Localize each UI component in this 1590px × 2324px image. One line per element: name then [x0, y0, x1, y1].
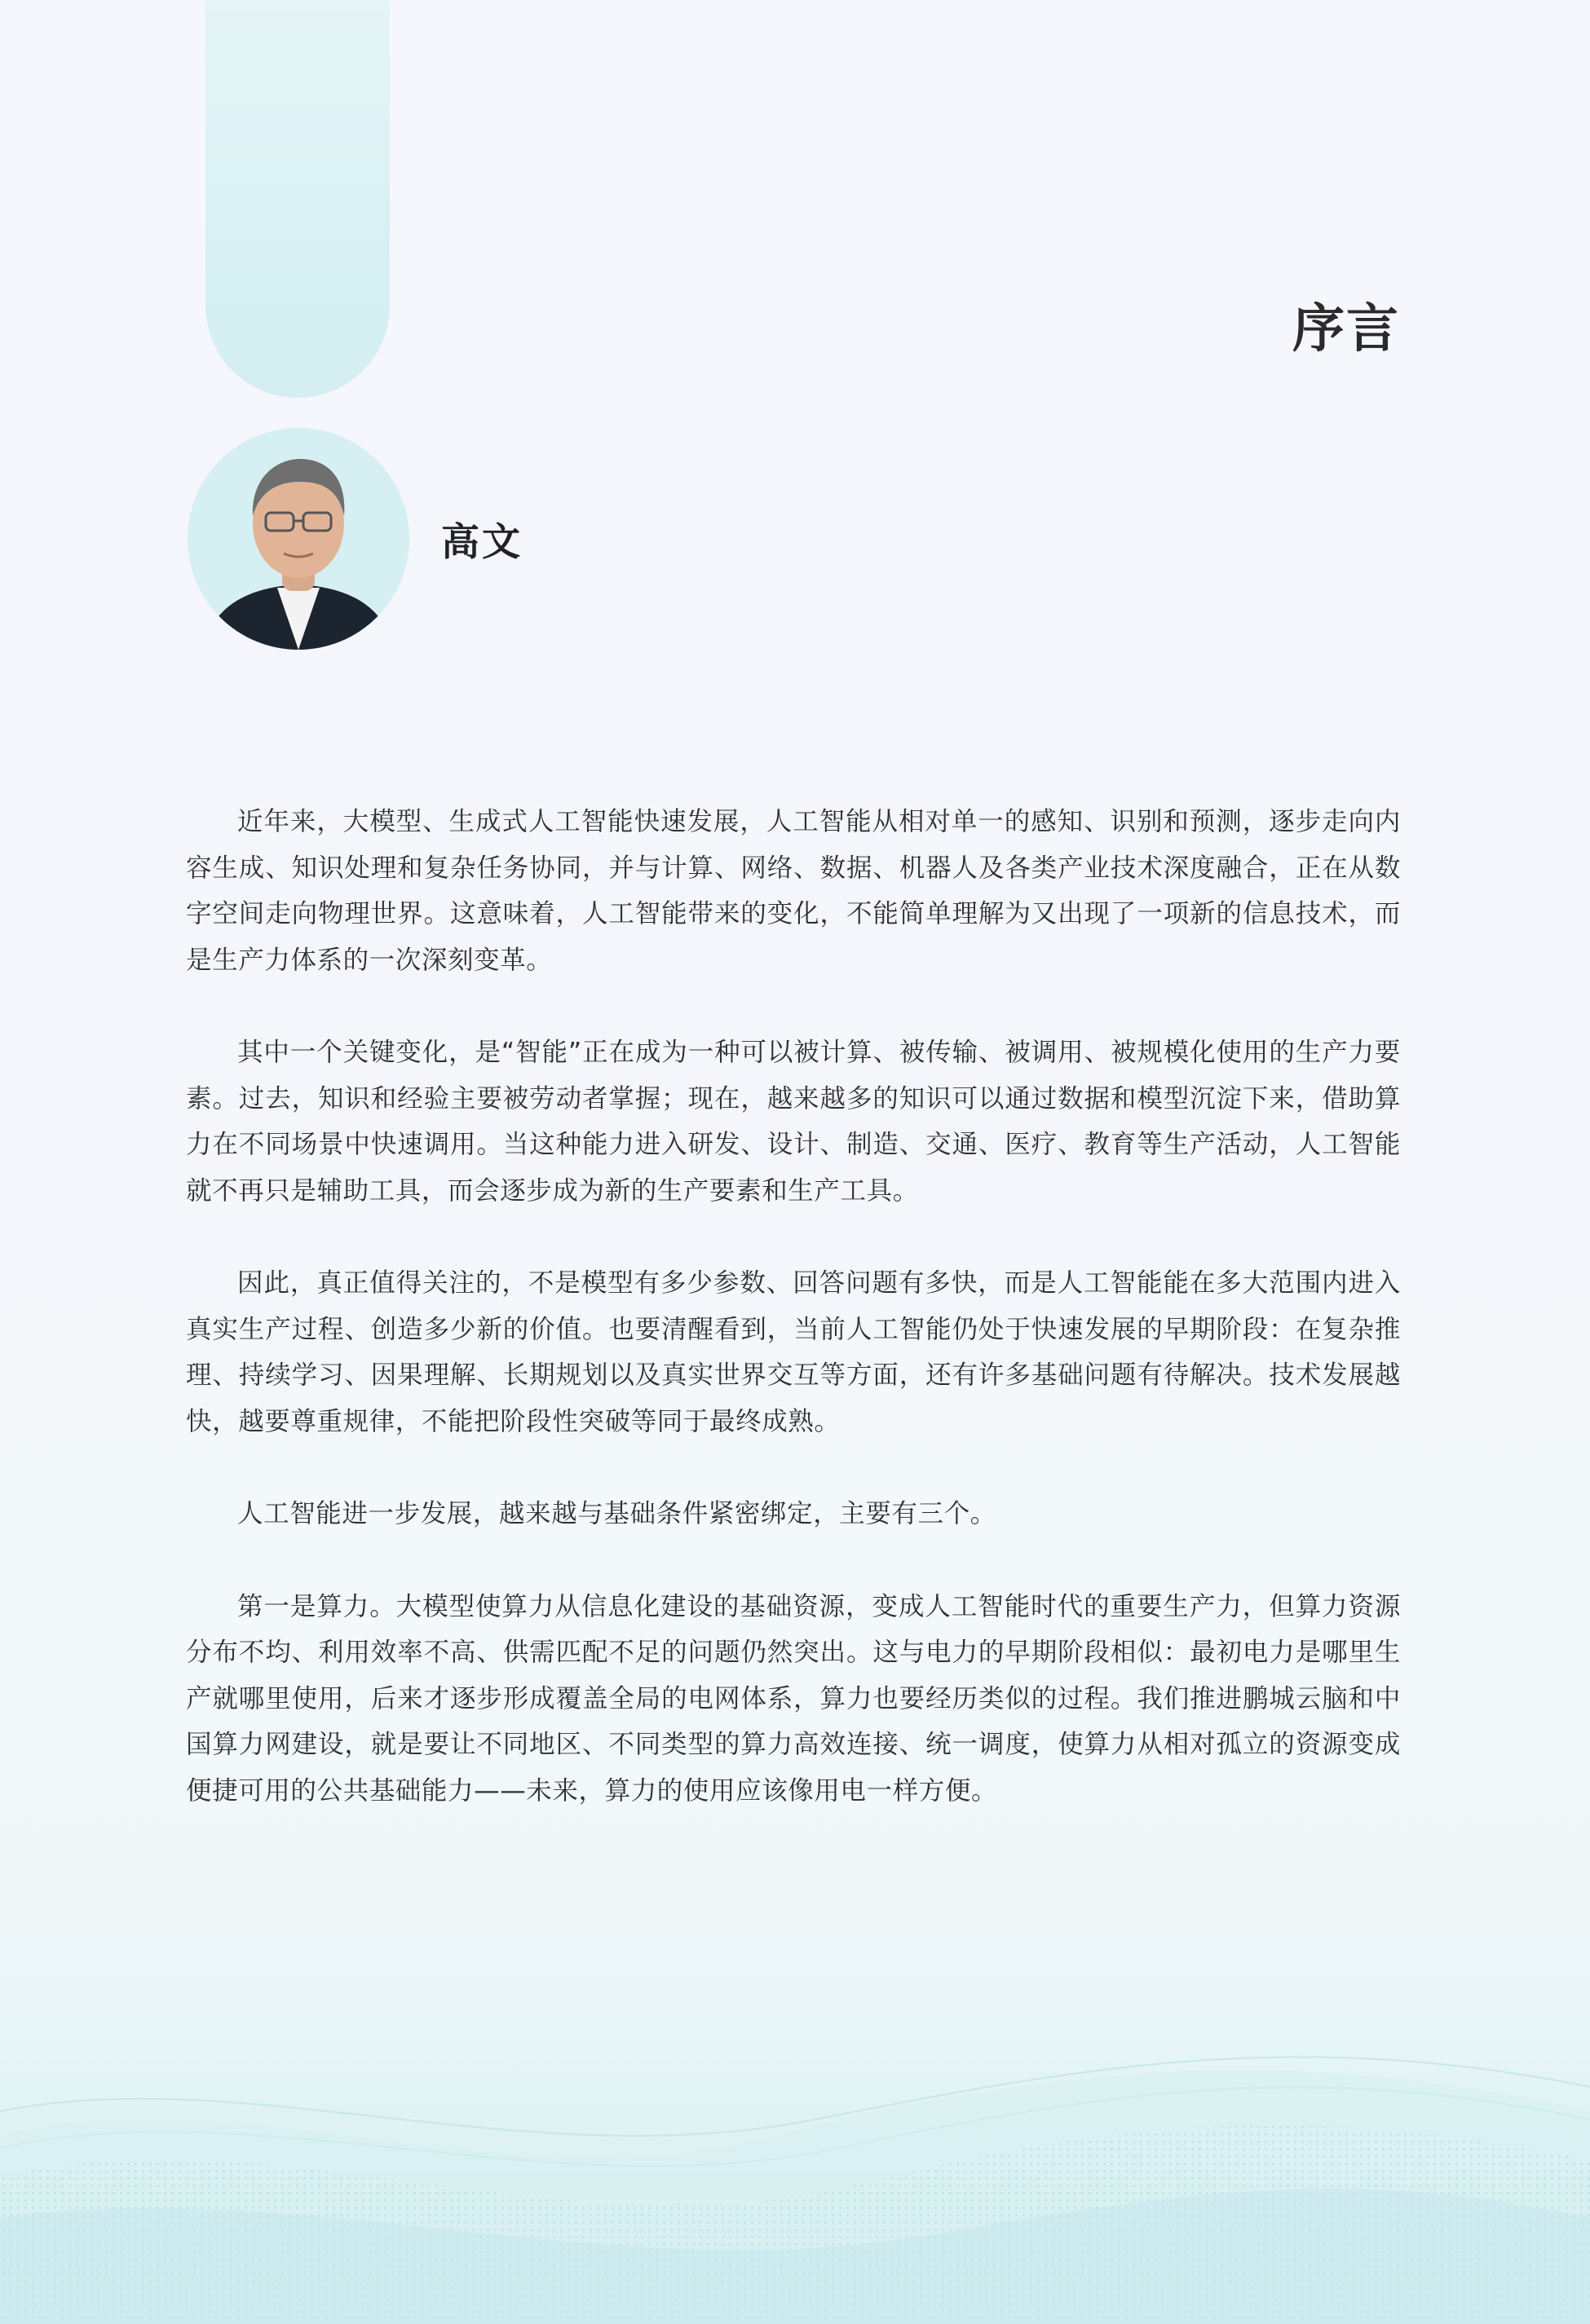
paragraph: 其中一个关键变化，是“智能”正在成为一种可以被计算、被传输、被调用、被规模化使用的生产力要素。过去，知识和经验主要被劳动者掌握；现在，越来越多的知识可以通过数据和模型沉淀下来，借助算力在不同场景中快速调用。当这种能力进入研发、设计、制造、交通、医疗、教育等生产活动，人工智能就不再只是辅助工具，而会逐步成为新的生产要素和生产工具。	[186, 1038, 1401, 1206]
decorative-wave-background	[0, 1867, 1590, 2324]
preface-body	[186, 799, 1401, 1860]
paragraph: 人工智能进一步发展，越来越与基础条件紧密绑定，主要有三个。	[237, 1499, 996, 1528]
page-title: 序言	[1292, 299, 1400, 359]
author-name: 高文	[441, 520, 523, 565]
paragraph: 因此，真正值得关注的，不是模型有多少参数、回答问题有多快，而是人工智能能在多大范围内进入真实生产过程、创造多少新的价值。也要清醒看到，当前人工智能仍处于快速发展的早期阶段：在复杂推理、持续学习、因果理解、长期规划以及真实世界交互等方面，还有许多基础问题有待解决。技术发展越快，越要尊重规律，不能把阶段性突破等同于最终成熟。	[186, 1268, 1401, 1436]
paragraph: 第一是算力。大模型使算力从信息化建设的基础资源，变成人工智能时代的重要生产力，但算力资源分布不均、利用效率不高、供需匹配不足的问题仍然突出。这与电力的早期阶段相似：最初电力是哪里生产就哪里使用，后来才逐步形成覆盖全局的电网体系，算力也要经历类似的过程。我们推进鹏城云脑和中国算力网建设，就是要让不同地区、不同类型的算力高效连接、统一调度，使算力从相对孤立的资源变成便捷可用的公共基础能力——未来，算力的使用应该像用电一样方便。	[186, 1591, 1401, 1806]
decorative-capsule	[205, 0, 390, 398]
paragraph: 近年来，大模型、生成式人工智能快速发展，人工智能从相对单一的感知、识别和预测，逐步走向内容生成、知识处理和复杂任务协同，并与计算、网络、数据、机器人及各类产业技术深度融合，正在从数字空间走向物理世界。这意味着，人工智能带来的变化，不能简单理解为又出现了一项新的信息技术，而是生产力体系的一次深刻变革。	[186, 807, 1401, 975]
author-portrait	[188, 428, 409, 650]
wave-graphic	[0, 1867, 1590, 2324]
author-avatar	[188, 428, 409, 650]
